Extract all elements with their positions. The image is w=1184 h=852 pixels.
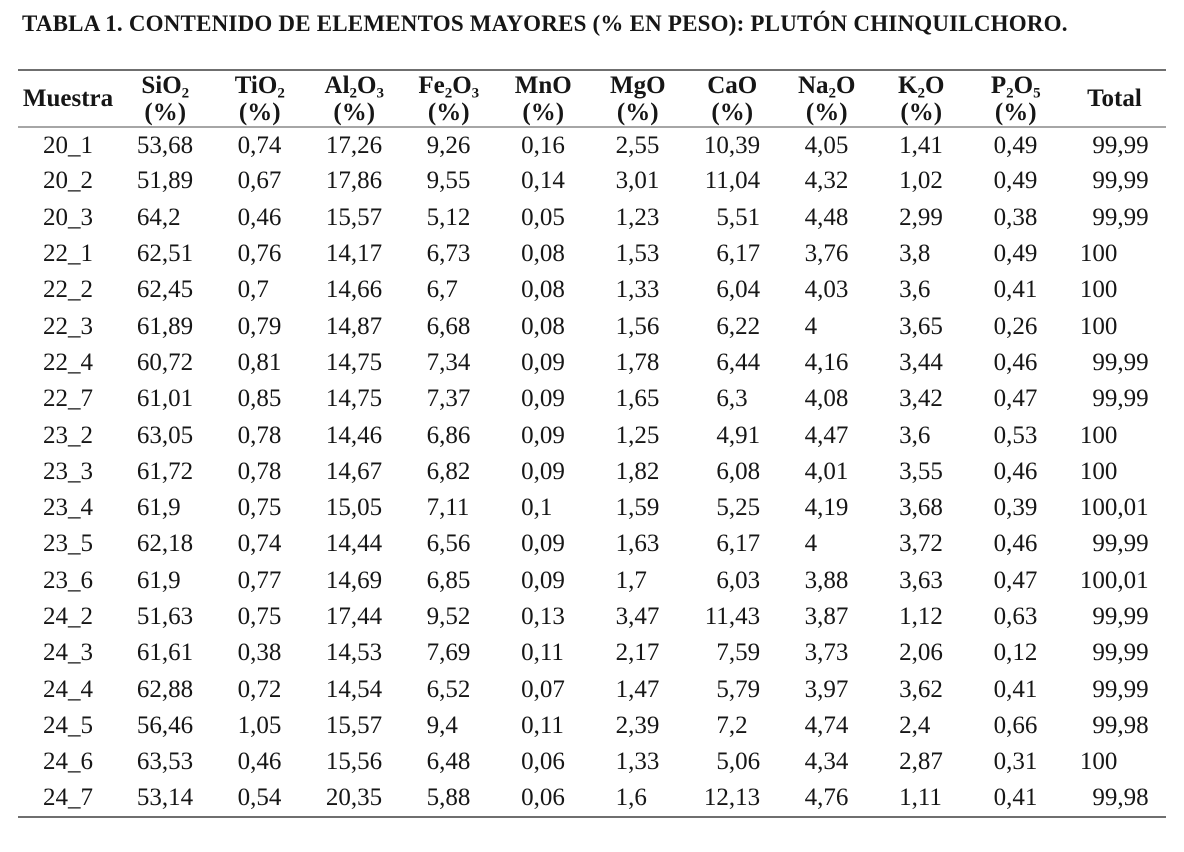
value-cell-al2o3: 15,56	[325, 748, 383, 776]
value-cell-mgo: 3,47	[615, 603, 660, 630]
value-cell-na2o: 4,16	[804, 348, 849, 376]
value-cell-p2o5: 0,49	[993, 167, 1038, 195]
sample-id-cell: 20_2	[43, 167, 93, 195]
value-cell-fe2o3: 6,85	[426, 566, 471, 594]
value-cell-p2o5: 0,49	[993, 131, 1038, 159]
value-cell-p2o5: 0,26	[993, 312, 1038, 340]
sample-id-cell: 24_7	[43, 783, 93, 811]
value-cell-sio2: 53,14	[136, 783, 194, 811]
value-cell-total: 100	[1079, 276, 1118, 304]
value-cell-mgo: 2,39	[615, 711, 660, 739]
column-header-mno	[496, 70, 591, 127]
value-cell-al2o3: 15,57	[325, 203, 383, 231]
value-cell-sio2: 62,51	[136, 240, 194, 268]
value-cell-total: 99,99	[1092, 167, 1149, 195]
unit-label: (%)	[900, 98, 943, 126]
value-cell-na2o: 3,87	[804, 603, 849, 630]
value-cell-mno: 0,06	[521, 748, 565, 776]
value-cell-na2o: 4,34	[804, 748, 849, 776]
sample-id-cell: 22_3	[43, 312, 93, 340]
value-cell-sio2: 61,72	[136, 457, 194, 485]
unit-label: (%)	[333, 98, 376, 126]
value-cell-mno: 0,09	[521, 348, 565, 376]
column-header-muestra: Muestra	[22, 85, 114, 112]
value-cell-al2o3: 17,86	[325, 167, 383, 195]
sample-id-cell: 23_5	[43, 530, 93, 558]
value-cell-na2o: 4,32	[804, 167, 849, 195]
value-cell-tio2: 0,54	[237, 783, 282, 811]
value-cell-fe2o3: 6,7	[426, 276, 458, 304]
value-cell-p2o5: 0,47	[993, 566, 1038, 594]
table-row	[18, 708, 1166, 744]
value-cell-na2o: 4	[804, 530, 818, 558]
value-cell-tio2: 0,46	[237, 203, 282, 231]
value-cell-fe2o3: 6,48	[426, 748, 471, 776]
value-cell-mno: 0,1	[521, 494, 553, 522]
data-table	[18, 69, 1166, 818]
value-cell-mgo: 1,25	[615, 421, 660, 449]
value-cell-mno: 0,16	[521, 131, 565, 159]
sample-id-cell: 20_1	[43, 131, 93, 159]
value-cell-mgo: 1,53	[615, 240, 660, 268]
value-cell-cao: 6,08	[716, 457, 761, 485]
value-cell-cao: 7,2	[716, 711, 748, 739]
value-cell-tio2: 1,05	[237, 711, 282, 739]
sample-id-cell: 24_3	[43, 639, 93, 667]
value-cell-tio2: 0,75	[237, 494, 282, 522]
value-cell-total: 99,99	[1092, 675, 1149, 703]
unit-label: (%)	[144, 98, 187, 126]
table-row	[18, 526, 1166, 562]
sample-id-cell: 22_1	[43, 240, 93, 268]
unit-label: (%)	[616, 98, 659, 126]
column-header-mgo	[591, 70, 686, 127]
value-cell-tio2: 0,79	[237, 312, 282, 340]
value-cell-k2o: 2,06	[899, 639, 943, 667]
value-cell-na2o: 4,74	[804, 711, 849, 739]
value-cell-mgo: 1,82	[615, 457, 660, 485]
value-cell-sio2: 56,46	[136, 711, 194, 739]
value-cell-fe2o3: 5,88	[426, 783, 471, 811]
table-row	[18, 417, 1166, 453]
unit-label: (%)	[711, 98, 754, 126]
value-cell-total: 99,99	[1092, 348, 1149, 376]
value-cell-p2o5: 0,46	[993, 457, 1038, 485]
table-body	[18, 127, 1166, 817]
value-cell-total: 100	[1079, 312, 1118, 340]
unit-label: (%)	[522, 98, 565, 126]
value-cell-na2o: 4,48	[804, 203, 849, 231]
value-cell-na2o: 4,01	[804, 457, 849, 485]
value-cell-al2o3: 17,44	[325, 603, 383, 630]
value-cell-sio2: 61,9	[136, 566, 181, 594]
sample-id-cell: 23_3	[43, 457, 93, 485]
value-cell-mgo: 1,78	[615, 348, 660, 376]
value-cell-al2o3: 14,69	[325, 566, 383, 594]
sample-id-cell: 22_4	[43, 348, 93, 376]
value-cell-tio2: 0,38	[237, 639, 282, 667]
value-cell-total: 100,01	[1079, 566, 1149, 594]
value-cell-total: 99,99	[1092, 385, 1149, 413]
table-row	[18, 200, 1166, 236]
value-cell-mgo: 1,33	[615, 276, 660, 304]
value-cell-cao: 6,17	[716, 530, 761, 558]
value-cell-na2o: 4,03	[804, 276, 849, 304]
value-cell-k2o: 1,41	[899, 131, 943, 159]
unit-label: (%)	[805, 98, 848, 126]
value-cell-mgo: 1,56	[615, 312, 660, 340]
value-cell-al2o3: 14,53	[325, 639, 383, 667]
table-header	[18, 70, 1166, 127]
value-cell-na2o: 3,97	[804, 675, 849, 703]
value-cell-mgo: 1,7	[615, 566, 647, 594]
value-cell-p2o5: 0,63	[993, 603, 1038, 630]
value-cell-p2o5: 0,31	[993, 748, 1038, 776]
value-cell-total: 100	[1079, 457, 1118, 485]
column-header-total: Total	[1087, 85, 1142, 112]
value-cell-fe2o3: 6,56	[426, 530, 471, 558]
value-cell-k2o: 3,6	[899, 276, 931, 304]
value-cell-tio2: 0,74	[237, 530, 282, 558]
value-cell-k2o: 3,44	[899, 348, 943, 376]
value-cell-cao: 6,04	[716, 276, 761, 304]
value-cell-p2o5: 0,53	[993, 421, 1038, 449]
column-header-k2o	[874, 70, 969, 127]
value-cell-mno: 0,11	[521, 711, 564, 739]
value-cell-p2o5: 0,41	[993, 276, 1038, 304]
value-cell-tio2: 0,7	[237, 276, 269, 304]
value-cell-fe2o3: 9,4	[426, 711, 458, 739]
value-cell-na2o: 3,76	[804, 240, 849, 268]
value-cell-sio2: 62,18	[136, 530, 194, 558]
value-cell-tio2: 0,72	[237, 675, 282, 703]
value-cell-sio2: 61,89	[136, 312, 194, 340]
value-cell-tio2: 0,67	[237, 167, 282, 195]
oxide-formula: $P_2O_5$	[990, 71, 1041, 101]
sample-id-cell: 24_6	[43, 748, 93, 776]
value-cell-cao: 6,03	[716, 566, 761, 594]
value-cell-k2o: 3,62	[899, 675, 943, 703]
value-cell-fe2o3: 9,52	[426, 603, 471, 630]
sample-id-cell: 24_5	[43, 711, 93, 739]
value-cell-total: 99,99	[1092, 131, 1149, 159]
value-cell-fe2o3: 7,37	[426, 385, 471, 413]
value-cell-cao: 6,3	[716, 385, 748, 413]
value-cell-fe2o3: 7,34	[426, 348, 471, 376]
table-row	[18, 744, 1166, 780]
value-cell-mno: 0,14	[521, 167, 565, 195]
value-cell-fe2o3: 6,86	[426, 421, 471, 449]
table-row	[18, 780, 1166, 816]
value-cell-na2o: 4	[804, 312, 818, 340]
column-header-p2o5	[969, 70, 1064, 127]
value-cell-mno: 0,08	[521, 240, 565, 268]
value-cell-k2o: 3,8	[899, 240, 931, 268]
value-cell-sio2: 61,9	[136, 494, 181, 522]
value-cell-cao: 11,43	[704, 603, 761, 630]
table-row	[18, 127, 1166, 163]
sample-id-cell: 23_2	[43, 421, 93, 449]
value-cell-tio2: 0,46	[237, 748, 282, 776]
value-cell-cao: 6,22	[716, 312, 761, 340]
unit-label: (%)	[994, 98, 1037, 126]
sample-id-cell: 23_4	[43, 494, 93, 522]
value-cell-al2o3: 17,26	[325, 131, 383, 159]
value-cell-k2o: 1,12	[899, 603, 943, 630]
column-header-sio2	[118, 70, 213, 127]
value-cell-k2o: 3,68	[899, 494, 943, 522]
value-cell-mno: 0,13	[521, 603, 565, 630]
table-row	[18, 381, 1166, 417]
value-cell-mno: 0,09	[521, 457, 565, 485]
value-cell-k2o: 3,65	[899, 312, 943, 340]
value-cell-mgo: 2,17	[615, 639, 660, 667]
value-cell-na2o: 4,08	[804, 385, 849, 413]
header-row	[18, 70, 1166, 127]
value-cell-k2o: 2,4	[899, 711, 931, 739]
value-cell-tio2: 0,74	[237, 131, 282, 159]
value-cell-al2o3: 15,57	[325, 711, 383, 739]
value-cell-mgo: 1,33	[615, 748, 660, 776]
value-cell-tio2: 0,78	[237, 421, 282, 449]
value-cell-mno: 0,07	[521, 675, 565, 703]
value-cell-al2o3: 14,46	[325, 421, 383, 449]
oxide-formula: TiO$_2$	[234, 71, 285, 101]
value-cell-p2o5: 0,12	[993, 639, 1038, 667]
value-cell-p2o5: 0,38	[993, 203, 1038, 231]
value-cell-fe2o3: 9,55	[426, 167, 471, 195]
value-cell-cao: 4,91	[716, 421, 761, 449]
value-cell-p2o5: 0,66	[993, 711, 1038, 739]
table-row	[18, 563, 1166, 599]
value-cell-total: 100,01	[1079, 494, 1149, 522]
value-cell-fe2o3: 9,26	[426, 131, 471, 159]
value-cell-al2o3: 14,75	[325, 348, 383, 376]
value-cell-sio2: 62,45	[136, 276, 194, 304]
value-cell-total: 100	[1079, 748, 1118, 776]
value-cell-p2o5: 0,47	[993, 385, 1038, 413]
value-cell-al2o3: 14,66	[325, 276, 383, 304]
table-row	[18, 635, 1166, 671]
value-cell-p2o5: 0,46	[993, 348, 1038, 376]
value-cell-mno: 0,09	[521, 530, 565, 558]
value-cell-tio2: 0,76	[237, 240, 282, 268]
value-cell-fe2o3: 6,68	[426, 312, 471, 340]
table-row	[18, 308, 1166, 344]
value-cell-total: 99,99	[1092, 203, 1149, 231]
table-row	[18, 345, 1166, 381]
column-header-al2o3	[307, 70, 402, 127]
value-cell-mno: 0,06	[521, 783, 565, 811]
value-cell-mno: 0,05	[521, 203, 565, 231]
value-cell-total: 100	[1079, 421, 1118, 449]
value-cell-total: 99,98	[1092, 711, 1149, 739]
value-cell-mgo: 1,47	[615, 675, 660, 703]
value-cell-k2o: 2,99	[899, 203, 943, 231]
value-cell-sio2: 64,2	[136, 203, 181, 231]
value-cell-sio2: 51,89	[136, 167, 194, 195]
value-cell-mno: 0,09	[521, 385, 565, 413]
value-cell-sio2: 63,53	[136, 748, 194, 776]
value-cell-k2o: 1,02	[899, 167, 943, 195]
sample-id-cell: 20_3	[43, 203, 93, 231]
value-cell-na2o: 4,47	[804, 421, 849, 449]
value-cell-total: 100	[1079, 240, 1118, 268]
value-cell-mno: 0,09	[521, 566, 565, 594]
value-cell-cao: 5,79	[716, 675, 761, 703]
sample-id-cell: 22_2	[43, 276, 93, 304]
column-header-na2o	[780, 70, 875, 127]
value-cell-mno: 0,08	[521, 312, 565, 340]
oxide-formula: SiO$_2$	[141, 71, 190, 101]
value-cell-al2o3: 14,17	[325, 240, 383, 268]
unit-label: (%)	[238, 98, 281, 126]
table-row	[18, 272, 1166, 308]
value-cell-tio2: 0,75	[237, 603, 282, 630]
oxide-formula: $Na_2O$	[797, 71, 856, 101]
value-cell-mgo: 1,6	[615, 783, 647, 811]
unit-label: (%)	[427, 98, 470, 126]
value-cell-total: 99,99	[1092, 603, 1149, 630]
sample-id-cell: 22_7	[43, 385, 93, 413]
oxide-formula: $K_2O$	[898, 71, 945, 101]
value-cell-al2o3: 14,87	[325, 312, 383, 340]
value-cell-cao: 7,59	[716, 639, 761, 667]
table-row	[18, 454, 1166, 490]
value-cell-sio2: 62,88	[136, 675, 194, 703]
value-cell-sio2: 51,63	[136, 603, 194, 630]
oxide-formula: MgO	[609, 71, 666, 99]
table-title: TABLA 1. CONTENIDO DE ELEMENTOS MAYORES (% EN PESO): PLUTÓN CHINQUILCHORO.	[22, 11, 1068, 36]
oxide-formula: MnO	[514, 71, 572, 99]
value-cell-mgo: 2,55	[615, 131, 660, 159]
value-cell-k2o: 3,72	[899, 530, 943, 558]
value-cell-cao: 6,17	[716, 240, 761, 268]
value-cell-p2o5: 0,41	[993, 783, 1038, 811]
table-row	[18, 671, 1166, 707]
column-header-fe2o3	[402, 70, 497, 127]
value-cell-fe2o3: 6,52	[426, 675, 471, 703]
column-header-tio2	[213, 70, 308, 127]
value-cell-al2o3: 14,44	[325, 530, 383, 558]
value-cell-p2o5: 0,39	[993, 494, 1038, 522]
table-row	[18, 599, 1166, 635]
value-cell-sio2: 53,68	[136, 131, 194, 159]
value-cell-al2o3: 15,05	[325, 494, 383, 522]
value-cell-na2o: 3,88	[804, 566, 849, 594]
value-cell-na2o: 3,73	[804, 639, 849, 667]
value-cell-k2o: 3,6	[899, 421, 931, 449]
oxide-formula: CaO	[707, 71, 758, 99]
value-cell-fe2o3: 6,82	[426, 457, 471, 485]
value-cell-total: 99,99	[1092, 639, 1149, 667]
value-cell-k2o: 1,11	[899, 783, 942, 811]
column-header-cao	[685, 70, 780, 127]
value-cell-cao: 10,39	[703, 131, 761, 159]
value-cell-mgo: 3,01	[615, 167, 660, 195]
value-cell-cao: 12,13	[703, 783, 761, 811]
oxide-formula: $Al_2O_3$	[324, 71, 384, 101]
value-cell-cao: 11,04	[704, 167, 761, 195]
table-row	[18, 236, 1166, 272]
value-cell-k2o: 3,63	[899, 566, 943, 594]
value-cell-cao: 5,51	[716, 203, 761, 231]
value-cell-sio2: 63,05	[136, 421, 194, 449]
value-cell-total: 99,99	[1092, 530, 1149, 558]
value-cell-al2o3: 14,75	[325, 385, 383, 413]
value-cell-mno: 0,11	[521, 639, 564, 667]
value-cell-fe2o3: 5,12	[426, 203, 471, 231]
value-cell-tio2: 0,81	[237, 348, 282, 376]
value-cell-fe2o3: 7,69	[426, 639, 471, 667]
value-cell-al2o3: 20,35	[325, 783, 383, 811]
value-cell-mgo: 1,65	[615, 385, 660, 413]
value-cell-mgo: 1,63	[615, 530, 660, 558]
value-cell-tio2: 0,78	[237, 457, 282, 485]
value-cell-al2o3: 14,54	[325, 675, 383, 703]
value-cell-p2o5: 0,41	[993, 675, 1038, 703]
value-cell-na2o: 4,76	[804, 783, 849, 811]
sample-id-cell: 24_4	[43, 675, 93, 703]
value-cell-fe2o3: 7,11	[426, 494, 470, 522]
sample-id-cell: 24_2	[43, 603, 93, 630]
value-cell-p2o5: 0,46	[993, 530, 1038, 558]
value-cell-cao: 6,44	[716, 348, 761, 376]
value-cell-al2o3: 14,67	[325, 457, 383, 485]
value-cell-mgo: 1,59	[615, 494, 660, 522]
table-row	[18, 163, 1166, 199]
value-cell-tio2: 0,77	[237, 566, 282, 594]
value-cell-mgo: 1,23	[615, 203, 660, 231]
value-cell-k2o: 3,42	[899, 385, 943, 413]
value-cell-p2o5: 0,49	[993, 240, 1038, 268]
value-cell-fe2o3: 6,73	[426, 240, 471, 268]
value-cell-sio2: 61,61	[136, 639, 194, 667]
value-cell-k2o: 3,55	[899, 457, 943, 485]
oxide-formula: $Fe_2O_3$	[418, 71, 480, 101]
value-cell-tio2: 0,85	[237, 385, 282, 413]
table-row	[18, 490, 1166, 526]
value-cell-na2o: 4,05	[804, 131, 849, 159]
value-cell-sio2: 60,72	[136, 348, 194, 376]
value-cell-total: 99,98	[1092, 783, 1149, 811]
value-cell-mno: 0,08	[521, 276, 565, 304]
value-cell-mno: 0,09	[521, 421, 565, 449]
value-cell-cao: 5,06	[716, 748, 761, 776]
value-cell-na2o: 4,19	[804, 494, 849, 522]
value-cell-cao: 5,25	[716, 494, 761, 522]
value-cell-k2o: 2,87	[899, 748, 943, 776]
sample-id-cell: 23_6	[43, 566, 93, 594]
value-cell-sio2: 61,01	[136, 385, 194, 413]
